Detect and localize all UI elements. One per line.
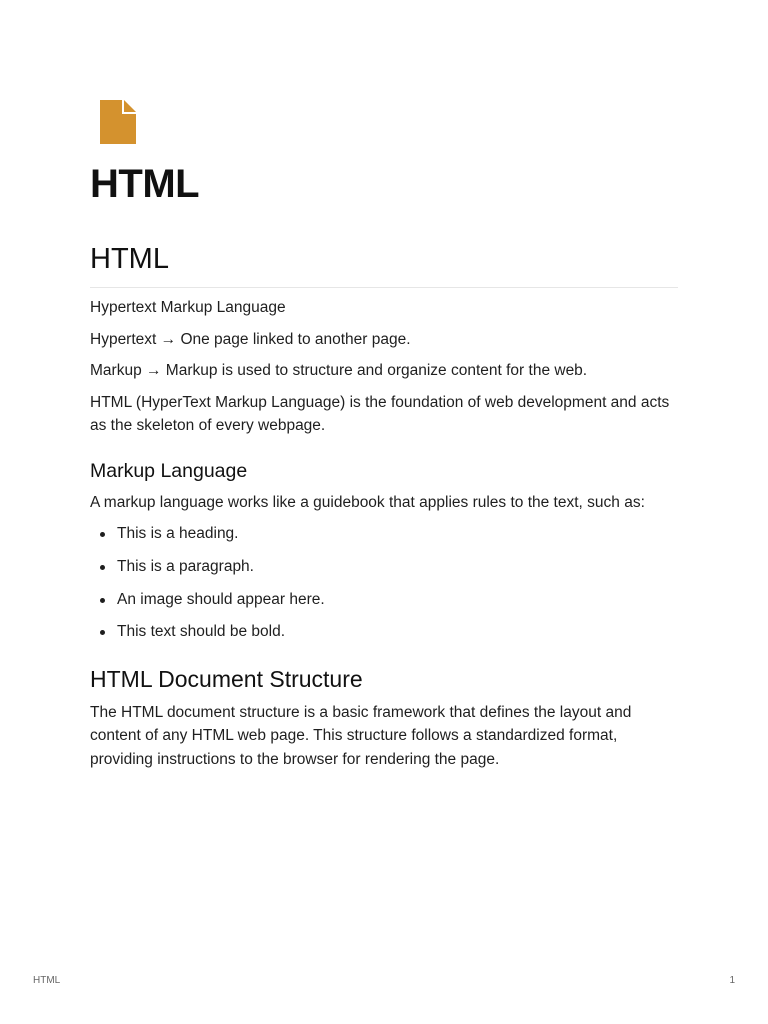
paragraph-foundation: HTML (HyperText Markup Language) is the foundation of web development and acts as the skeleton of every webpage. (90, 393, 670, 434)
section-heading-document-structure: HTML Document Structure (90, 665, 363, 692)
document-icon (100, 100, 136, 144)
paragraph-definition: Hypertext Markup Language (90, 299, 286, 316)
paragraph-hypertext: Hypertext → One page linked to another page. (90, 330, 411, 348)
paragraph-document-structure: The HTML document structure is a basic framework that defines the layout and content of any HTML web page. This structure follows a standardized format, providing instructions to the browser for rendering the page. (90, 703, 632, 768)
list-item: This is a paragraph. (117, 555, 678, 579)
footer-doc-title: HTML (33, 975, 61, 986)
paragraph-markup-intro: A markup language works like a guidebook that applies rules to the text, such as: (90, 493, 645, 511)
bullet-list (90, 522, 678, 644)
paragraph-markup: Markup → Markup is used to structure and organize content for the web. (90, 362, 588, 379)
section-heading-html: HTML (90, 240, 678, 288)
page-number: 1 (729, 975, 735, 986)
list-item: This is a heading. (117, 522, 678, 546)
page-title: HTML (90, 162, 200, 206)
list-item: This text should be bold. (117, 620, 678, 644)
list-item: An image should appear here. (117, 588, 678, 612)
section-heading-markup-language: Markup Language (90, 459, 248, 482)
document-body (90, 240, 678, 771)
